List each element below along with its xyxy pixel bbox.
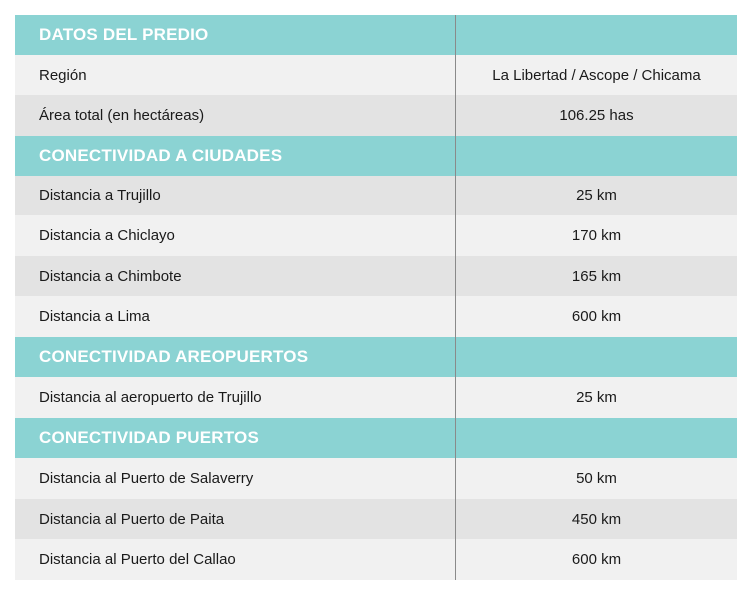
table-row — [15, 215, 737, 256]
row-label: Distancia a Chimbote — [15, 256, 456, 296]
table-row — [15, 458, 737, 499]
row-value: 50 km — [576, 470, 617, 487]
row-value: 170 km — [571, 227, 622, 244]
row-label: Distancia a Lima — [15, 296, 456, 337]
table-row — [15, 296, 737, 337]
row-label: Distancia a Chiclayo — [15, 215, 456, 256]
property-data-table — [15, 15, 737, 580]
row-value: 25 km — [576, 187, 617, 204]
table-row — [15, 176, 737, 215]
section-title: CONECTIVIDAD AREOPUERTOS — [15, 337, 456, 377]
row-label: Distancia al Puerto del Callao — [15, 539, 456, 580]
table-row — [15, 256, 737, 296]
row-value: 600 km — [571, 551, 622, 568]
table-row — [15, 377, 737, 418]
row-value: 165 km — [571, 267, 622, 285]
section-title: CONECTIVIDAD A CIUDADES — [15, 136, 456, 176]
row-value: 25 km — [576, 389, 617, 406]
section-header-predio — [15, 15, 737, 55]
row-label: Área total (en hectáreas) — [15, 95, 456, 136]
table-row — [15, 55, 737, 95]
section-header-aeropuertos — [15, 337, 737, 377]
row-label: Distancia al aeropuerto de Trujillo — [15, 377, 456, 418]
row-label: Distancia a Trujillo — [15, 176, 456, 215]
row-label: Distancia al Puerto de Paita — [15, 499, 456, 539]
table-row — [15, 95, 737, 136]
section-header-ciudades — [15, 136, 737, 176]
section-title: DATOS DEL PREDIO — [15, 15, 456, 55]
row-label: Región — [15, 55, 456, 95]
row-label: Distancia al Puerto de Salaverry — [15, 458, 456, 499]
section-title: CONECTIVIDAD PUERTOS — [15, 418, 456, 458]
row-value: 600 km — [571, 308, 622, 325]
section-header-puertos — [15, 418, 737, 458]
row-value: La Libertad / Ascope / Chicama — [492, 66, 701, 84]
row-value: 450 km — [571, 510, 622, 528]
table-row — [15, 499, 737, 539]
table-row — [15, 539, 737, 580]
row-value: 106.25 has — [559, 107, 634, 124]
